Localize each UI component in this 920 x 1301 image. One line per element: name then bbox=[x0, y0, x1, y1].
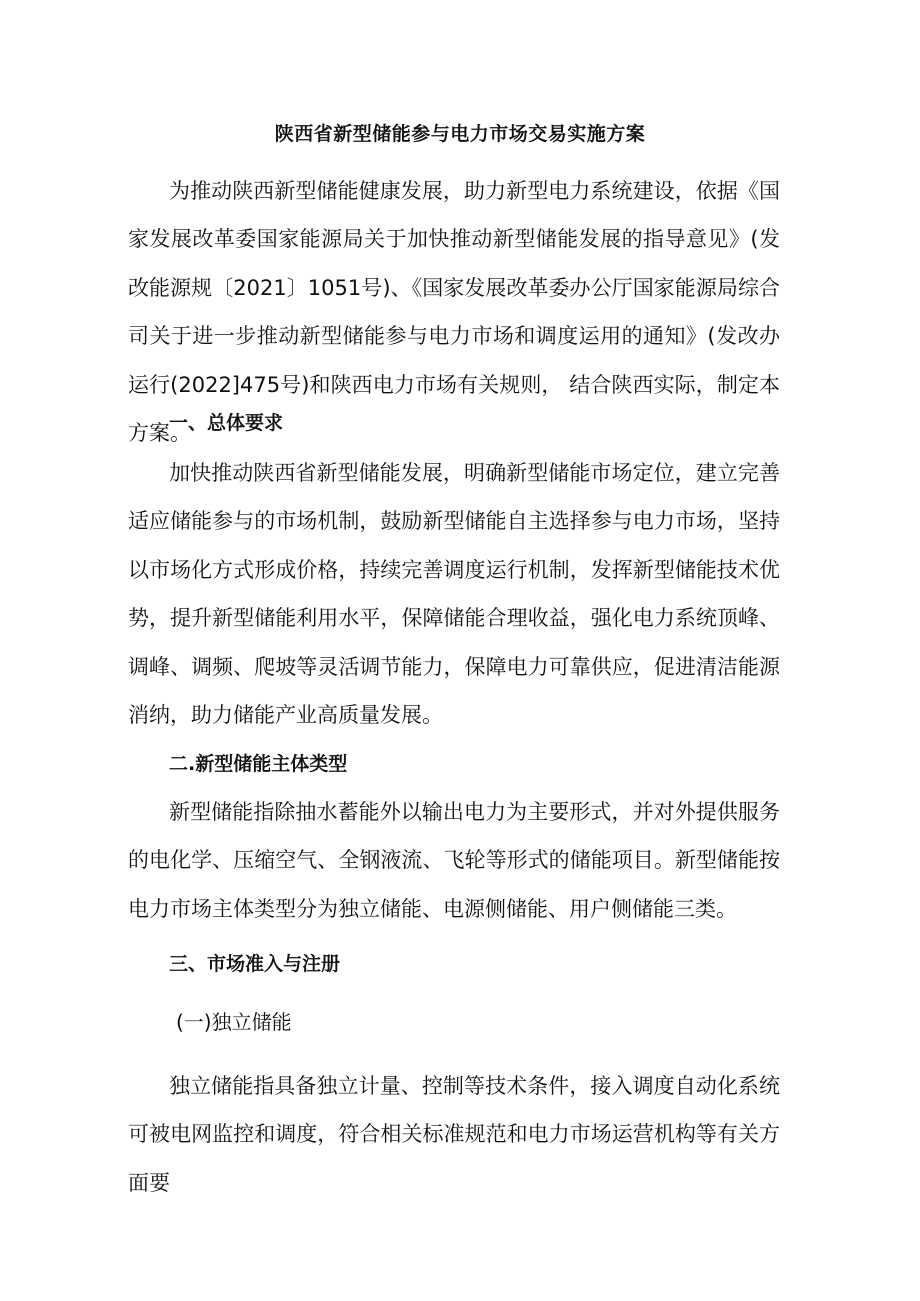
section-heading-general-requirements: 一、总体要求 bbox=[169, 412, 284, 434]
section-body-storage-types: 新型储能指除抽水蓄能外以输出电力为主要形式，并对外提供服务的电化学、压缩空气、全钢液流、飞轮等形式的储能项目。新型储能按电力市场主体类型分为独立储能、电源侧储能、用户侧储能三类。 bbox=[128, 800, 780, 921]
section-body-independent-storage: 独立储能指具备独立计量、控制等技术条件，接入调度自动化系统可被电网监控和调度，符合相关标准规范和电力市场运营机构等有关方面要 bbox=[128, 1074, 780, 1195]
section-heading-market-access: 三、市场准入与注册 bbox=[169, 953, 341, 975]
document-title: 陕西省新型储能参与电力市场交易实施方案 bbox=[274, 123, 646, 145]
subsection-heading-independent-storage: (一)独立储能 bbox=[176, 1010, 292, 1034]
intro-paragraph: 为推动陕西新型储能健康发展，助力新型电力系统建设，依据《国家发展改革委国家能源局关于加快推动新型储能发展的指导意见》(发改能源规〔2021〕1051号)、《国家发展改革委办公厅国家能源局综合司关于进一步推动新型储能参与电力市场和调度运用的通知》(发改办运行(2022]475号)和陕西电力市场有关规则， 结合陕西实际，制定本方案。 bbox=[128, 179, 780, 446]
section-heading-storage-types: 二.新型储能主体类型 bbox=[169, 753, 348, 775]
section-body-general-requirements: 加快推动陕西省新型储能发展，明确新型储能市场定位，建立完善适应储能参与的市场机制，鼓励新型储能自主选择参与电力市场，坚持以市场化方式形成价格，持续完善调度运行机制，发挥新型储能技术优势，提升新型储能利用水平，保障储能合理收益，强化电力系统顶峰、调峰、调频、爬坡等灵活调节能力，保障电力可靠供应，促进清洁能源消纳，助力储能产业高质量发展。 bbox=[128, 461, 780, 728]
